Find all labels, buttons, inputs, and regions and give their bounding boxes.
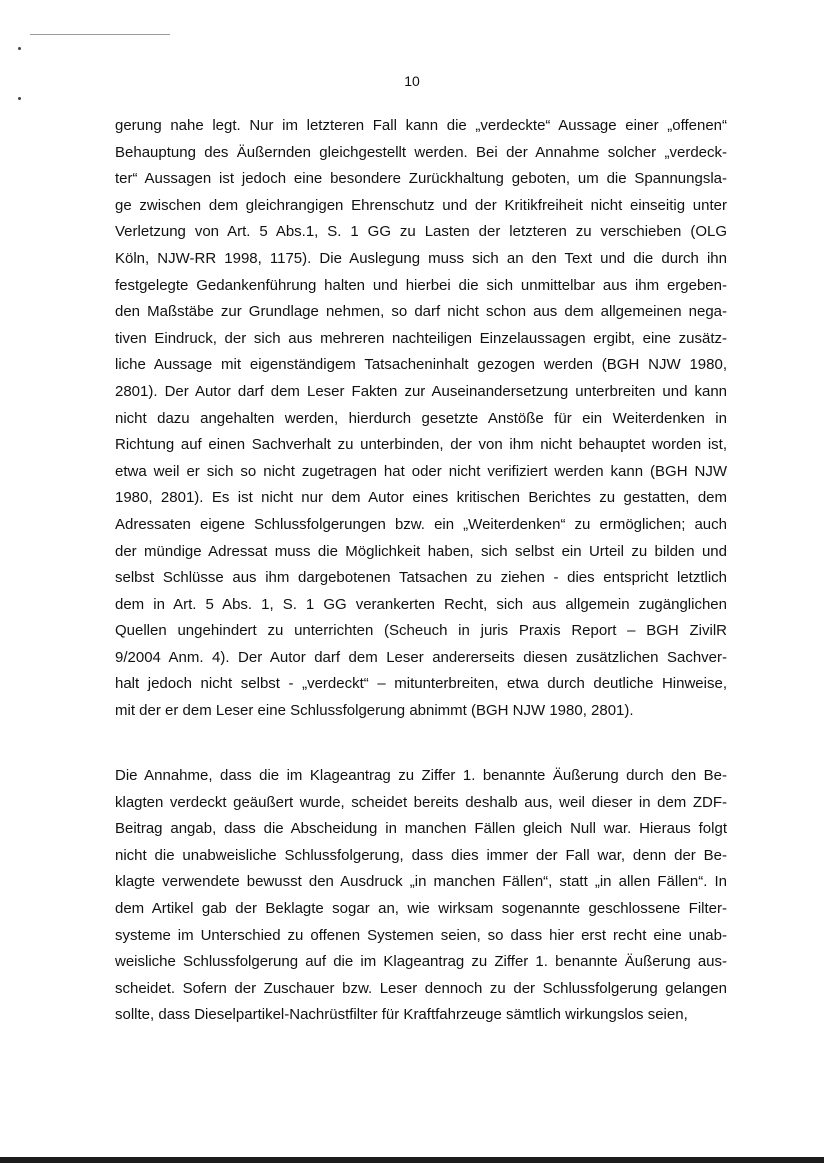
text-line: 2801). Der Autor darf dem Leser Fakten zur Auseinandersetzung unterbreiten und kann: [115, 382, 727, 400]
text-line: systeme im Unterschied zu offenen Systemen seien, so dass hier erst recht eine unab-: [115, 926, 727, 944]
text-line: Verletzung von Art. 5 Abs.1, S. 1 GG zu Lasten der letzteren zu verschieben (OLG: [115, 223, 727, 241]
text-line: Die Annahme, dass die im Klageantrag zu Ziffer 1. benannte Äußerung durch den Be-: [115, 767, 727, 784]
text-line: klagte verwendete bewusst den Ausdruck „in manchen Fällen“, statt „in allen Fällen“. In: [115, 873, 727, 891]
scan-artifact-line: [30, 34, 170, 35]
text-line: selbst Schlüsse aus ihm dargebotenen Tatsachen zu ziehen - dies entspricht letztlich: [115, 569, 727, 587]
text-line: mit der er dem Leser eine Schlussfolgerung abnimmt (BGH NJW 1980, 2801).: [115, 702, 634, 720]
text-line: 9/2004 Anm. 4). Der Autor darf dem Leser andererseits diesen zusätzlichen Sachver-: [115, 648, 727, 666]
scan-speck: [18, 97, 21, 100]
text-line: ge zwischen dem gleichrangigen Ehrenschutz und der Kritikfreiheit nicht einseitig unter: [115, 196, 727, 214]
text-line: Adressaten eigene Schlussfolgerungen bzw. ein „Weiterdenken“ zu ermöglichen; auch: [115, 515, 727, 533]
text-line: Behauptung des Äußernden gleichgestellt werden. Bei der Annahme solcher „verdeck-: [115, 143, 727, 161]
text-line: halt jedoch nicht selbst - „verdeckt“ – mitunterbreiten, etwa durch deutliche Hinweise,: [115, 675, 727, 693]
text-line: den Maßstäbe zur Grundlage nehmen, so darf nicht schon aus dem allgemeinen nega-: [115, 303, 727, 321]
text-line: tiven Eindruck, der sich aus mehreren nachteiligen Einzelaussagen ergibt, eine zusätz-: [115, 329, 727, 347]
text-line: nicht die unabweisliche Schlussfolgerung, dass dies immer der Fall war, denn der Be-: [115, 846, 727, 864]
scan-artifact-bottom-bar: [0, 1157, 824, 1163]
page-number: 10: [404, 73, 420, 89]
text-line: scheidet. Sofern der Zuschauer bzw. Leser dennoch zu der Schlussfolgerung gelangen: [115, 979, 727, 997]
text-line: etwa weil er sich so nicht zugetragen hat oder nicht verifiziert werden kann (BGH NJW: [115, 462, 727, 480]
text-line: dem in Art. 5 Abs. 1, S. 1 GG verankerten Recht, sich aus allgemein zugänglichen: [115, 595, 727, 613]
text-line: Quellen ungehindert zu unterrichten (Scheuch in juris Praxis Report – BGH ZivilR: [115, 622, 727, 640]
paragraph-2: [115, 763, 727, 1029]
text-line: klagten verdeckt geäußert wurde, scheidet bereits deshalb aus, weil dieser in dem ZDF-: [115, 793, 727, 811]
scan-speck: [18, 47, 21, 50]
text-line: nicht dazu angehalten werden, hierdurch gesetzte Anstöße für ein Weiterdenken in: [115, 409, 727, 427]
text-line: sollte, dass Dieselpartikel-Nachrüstfilter für Kraftfahrzeuge sämtlich wirkungslos seien,: [115, 1006, 688, 1024]
paragraph-1: [115, 113, 727, 725]
text-line: festgelegte Gedankenführung halten und hierbei die sich unmittelbar aus ihm ergeben-: [115, 276, 727, 294]
text-line: 1980, 2801). Es ist nicht nur dem Autor eines kritischen Berichtes zu gestatten, dem: [115, 489, 727, 507]
text-line: der mündige Adressat muss die Möglichkeit haben, sich selbst ein Urteil zu bilden und: [115, 542, 727, 560]
text-line: liche Aussage mit eigenständigem Tatsacheninhalt gezogen werden (BGH NJW 1980,: [115, 356, 727, 374]
text-line: gerung nahe legt. Nur im letzteren Fall kann die „verdeckte“ Aussage einer „offenen“: [115, 117, 727, 134]
text-line: Richtung auf einen Sachverhalt zu unterbinden, der von ihm nicht behauptet worden ist,: [115, 436, 727, 454]
text-line: Beitrag angab, dass die Abscheidung in manchen Fällen gleich Null war. Hieraus folgt: [115, 820, 727, 838]
text-line: weisliche Schlussfolgerung auf die im Klageantrag zu Ziffer 1. benannte Äußerung aus-: [115, 953, 727, 971]
text-line: dem Artikel gab der Beklagte sogar an, wie wirksam sogenannte geschlossene Filter-: [115, 899, 727, 917]
text-line: ter“ Aussagen ist jedoch eine besondere Zurückhaltung geboten, um die Spannungsla-: [115, 170, 727, 188]
text-line: Köln, NJW-RR 1998, 1175). Die Auslegung muss sich an den Text und die durch ihn: [115, 249, 727, 267]
